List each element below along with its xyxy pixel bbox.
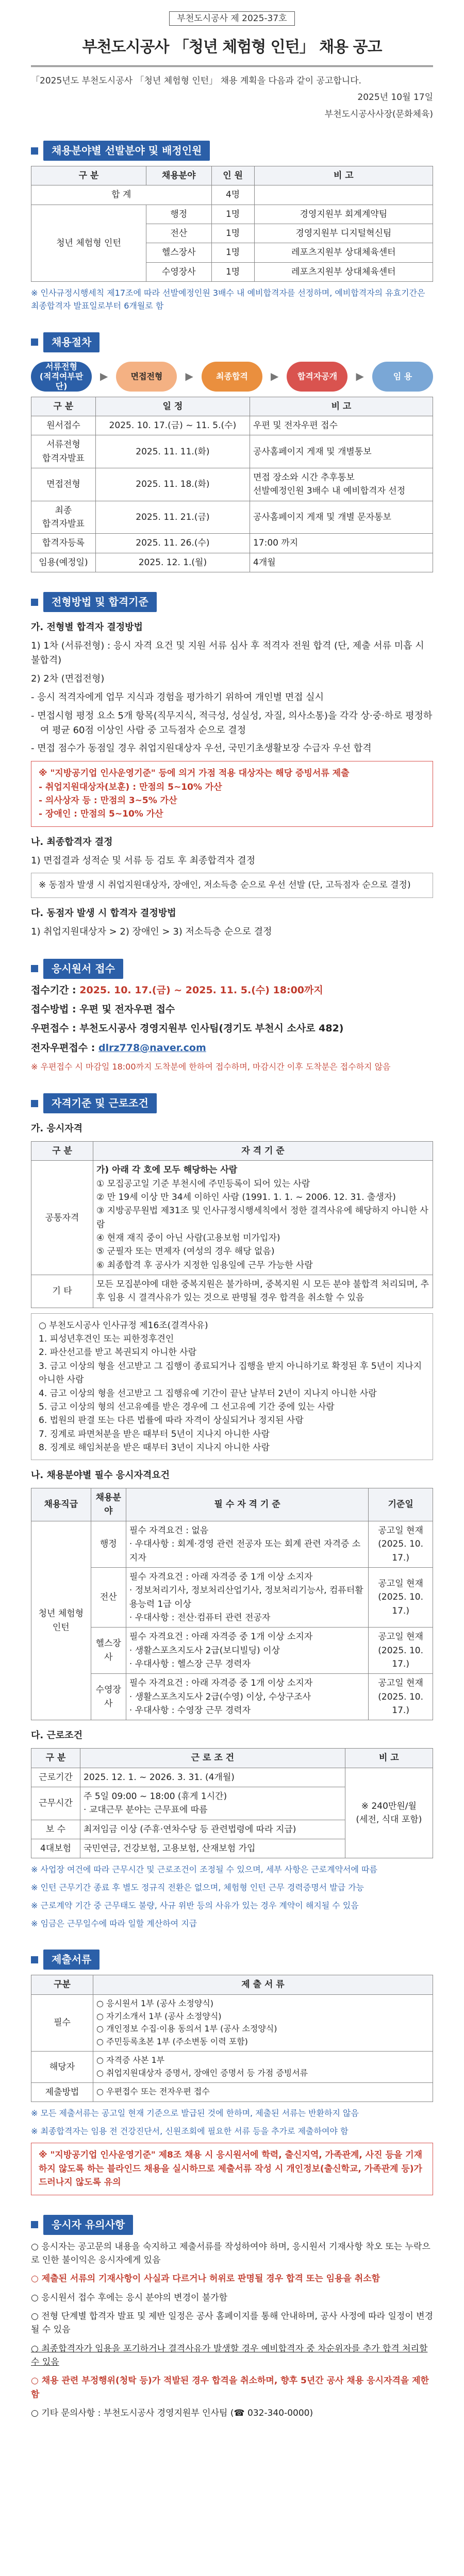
table-row: 원서접수 2025. 10. 17.(금) ~ 11. 5.(수) 우편 및 전자우편 접수 [31,416,433,435]
square-bullet-icon [31,599,38,606]
notice-signer: 부천도시공사사장(문화체육) [324,109,433,120]
arrow-right-icon: ▶ [356,370,364,383]
list-item: ○ 제출된 서류의 기재사항이 사실과 다르거나 허위로 판명될 경우 합격 또는 임용을 취소함 [31,2274,380,2284]
section-documents: 제출서류 구분 제 출 서 류 필수 ○ 응시원서 1부 (공사 소정양식) ○ 자기소개서 1부 (공사 소정양식) ○ 개인정보 수집·이용 동의서 1부 (공사 소정양식) ○ 주민등록초본 1부 (주소변동 이력 포함) 해당자 ○ 자격증 사본 1부 ○ 취업지원대상자 증명서, 장애인 증명서 등 가점 증빙서류 제출방법 ○ 우편접수 또는 전자우편 접수 ※ 모든 제출서류는 공고일 현재 기준으로 발급된 것에 한하며, 제출된 서류는 반환하지 않음 ※ 최종합격자는 임용 전 건강진단서, 신원조회에 필요한 서류 등을 추가로 제출하여야 함 ※ "지방공기업 인사운영기준" 제8조 채용 시 응시원서에 학력, 출신지역, 가족관계, 사진 등을 기재하지 않도록 하는 블라인드 채용을 실시하므로 제출서류 작성 시 개인정보(출신학교, 가족관계 등)가 드러나지 않도록 유의 [31,1950,433,2195]
notice-page [0,9,464,2441]
documents-table: 구분 제 출 서 류 필수 ○ 응시원서 1부 (공사 소정양식) ○ 자기소개서 1부 (공사 소정양식) ○ 개인정보 수집·이용 동의서 1부 (공사 소정양식) ○ 주민등록초본 1부 (주소변동 이력 포함) 해당자 ○ 자격증 사본 1부 ○ 취업지원대상자 증명서, 장애인 증명서 등 가점 증빙서류 제출방법 ○ 우편접수 또는 전자우편 접수 [31,1975,433,2102]
table-row: 전산 필수 자격요건 : 아래 자격증 중 1개 이상 소지자 · 정보처리기사, 정보처리산업기사, 정보처리기능사, 컴퓨터활용능력 1급 이상 · 우대사항 : 전산·컴퓨터 관련 전공자 공고일 현재 (2025. 10. 17.) [31,1567,433,1627]
attention-list [31,2240,433,2420]
table-row: 기 타 모든 모집분야에 대한 중복지원은 불가하며, 중복지원 시 모든 분야 불합격 처리되며, 추후 임용 시 결격사유가 있는 것으로 판명될 경우 합격을 취소할 수 있음 [31,1275,433,1308]
table-row: 합격자등록 2025. 11. 26.(수) 17:00 까지 [31,534,433,553]
arrow-right-icon: ▶ [185,370,193,383]
application-email: 전자우편접수 : dlrz778@naver.com [31,1042,206,1054]
square-bullet-icon [31,147,38,155]
positions-note: ※ 인사규정시행세칙 제17조에 따라 선발예정인원 3배수 내 예비합격자를 선정하며, 예비합격자의 유효기간은 최종합격자 발표일로부터 6개월로 함 [31,288,425,311]
application-period: 접수기간 : 2025. 10. 17.(금) ~ 2025. 11. 5.(수) 18:00까지 [31,984,323,996]
step-final: 최종합격 [202,362,262,392]
schedule-table: 구 분 일 정 비 고 원서접수 2025. 10. 17.(금) ~ 11. 5.(수) 우편 및 전자우편 접수 서류전형 합격자발표 2025. 11. 11.(화) 공사홈페이지 게재 및 개별통보 면접전형 2025. 11. 18.(화) 면접 장소와 시간 추후통보 선발예정인원 3배수 내 예비합격자 선정 최종 합격자발표 2025. 11. 21.(금) 공사홈페이지 게재 및 개별 문자통보 합격자등록 2025. 11. 26.(수) 17:00 까지 임용(예정일) 2025. 12. 1.(월) 4개월 [31,397,433,572]
table-row: 헬스장사 필수 자격요건 : 아래 자격증 중 1개 이상 소지자 · 생활스포츠지도사 2급(보디빌딩) 이상 · 우대사항 : 헬스장 근무 경력자 공고일 현재 (2025. 10. 17.) [31,1628,433,1674]
arrow-right-icon: ▶ [271,370,279,383]
section-qualifications: 자격기준 및 근로조건 가. 응시자격 구 분 자 격 기 준 공통자격 가) 아래 각 호에 모두 해당하는 사람 ① 모집공고일 기준 부천시에 주민등록이 되어 있는 사람 ② 만 19세 이상 만 34세 이하인 사람 (1991. 1. 1. ~ 2006. 12. 31. 출생자) ③ 지방공무원법 제31조 및 인사규정시행세칙에서 정한 결격사유에 해당하지 아니한 사람 ④ 현재 재직 중이 아닌 사람(고용보험 미가입자) ⑤ 군필자 또는 면제자 (여성의 경우 해당 없음) ⑥ 최종합격 후 공사가 지정한 임용일에 근무 가능한 사람 기 타 모든 모집분야에 대한 중복지원은 불가하며, 중복지원 시 모든 분야 불합격 처리되며, 추후 임용 시 결격사유가 있는 것으로 판명될 경우 합격을 취소할 수 있음 ○ 부천도시공사 인사규정 제16조(결격사유) 1. 피성년후견인 또는 피한정후견인 2. 파산선고를 받고 복권되지 아니한 사람 3. 금고 이상의 형을 선고받고 그 집행이 종료되거나 집행을 받지 아니하기로 확정된 후 5년이 지나지 아니한 사람 4. 금고 이상의 형을 선고받고 그 집행유예 기간이 끝난 날부터 2년이 지나지 아니한 사람 5. 금고 이상의 형의 선고유예를 받은 경우에 그 선고유예 기간 중에 있는 사람 6. 법원의 판결 또는 다른 법률에 따라 자격이 상실되거나 정지된 사람 7. 징계로 파면처분을 받은 때부터 5년이 지나지 아니한 사람 8. 징계로 해임처분을 받은 때부터 3년이 지나지 아니한 사람 나. 채용분야별 필수 응시자격요건 채용직급 채용분야 필 수 자 격 기 준 기준일 청년 체험형 인턴 행정 필수 자격요건 : 없음 · 우대사항 : 회계·경영 관련 전공자 또는 회계 관련 자격증 소지자 공고일 현재 (2025. 10. 17.) 전산 필수 자격요건 : 아래 자격증 중 1개 이상 소지자 · 정보처리기사, 정보처리산업기사, 정보처리기능사, 컴퓨터활용능력 1급 이상 · 우대사항 : 전산·컴퓨터 관련 전공자 공고일 현재 (2025. 10. 17.) 헬스장사 필수 자격요건 : 아래 자격증 중 1개 이상 소지자 · 생활스포츠지도사 2급(보디빌딩) 이상 · 우대사항 : 헬스장 근무 경력자 공고일 현재 (2025. 10. 17.) 수영장사 필수 자격요건 : 아래 자격증 중 1개 이상 소지자 · 생활스포츠지도사 2급(수영) 이상, 수상구조사 · 우대사항 : 수영장 근무 경력자 공고일 현재 (2025. 10. 17.) 다. 근로조건 구 분 근 로 조 건 비 고 근로기간 2025. 12. 1. ~ 2026. 3. 31. (4개월) ※ 240만원/월 (세전, 식대 포함) 근무시간 주 5일 09:00 ~ 18:00 (휴게 1시간) · 교대근무 분야는 근무표에 따름 보 수 최저임금 이상 (주휴·연차수당 등 관련법령에 따라 지급) 4대보험 국민연금, 건강보험, 고용보험, 산재보험 가입 ※ 사업장 여건에 따라 근무시간 및 근로조건이 조정될 수 있으며, 세부 사항은 근로계약서에 따름 ※ 인턴 근무기간 종료 후 별도 정규직 전환은 없으며, 체험형 인턴 근무 경력증명서 발급 가능 ※ 근로계약 기간 중 근무태도 불량, 사규 위반 등의 사유가 있는 경우 계약이 해지될 수 있음 ※ 임금은 근무일수에 따라 일할 계산하여 지급 [31,1093,433,1930]
step-interview: 면접전형 [116,362,177,392]
table-row: 면접전형 2025. 11. 18.(화) 면접 장소와 시간 추후통보 선발예정인원 3배수 내 예비합격자 선정 [31,468,433,501]
requirements-table: 채용직급 채용분야 필 수 자 격 기 준 기준일 청년 체험형 인턴 행정 필수 자격요건 : 없음 · 우대사항 : 회계·경영 관련 전공자 또는 회계 관련 자격증 소지자 공고일 현재 (2025. 10. 17.) 전산 필수 자격요건 : 아래 자격증 중 1개 이상 소지자 · 정보처리기사, 정보처리산업기사, 정보처리기능사, 컴퓨터활용능력 1급 이상 · 우대사항 : 전산·컴퓨터 관련 전공자 공고일 현재 (2025. 10. 17.) 헬스장사 필수 자격요건 : 아래 자격증 중 1개 이상 소지자 · 생활스포츠지도사 2급(보디빌딩) 이상 · 우대사항 : 헬스장 근무 경력자 공고일 현재 (2025. 10. 17.) 수영장사 필수 자격요건 : 아래 자격증 중 1개 이상 소지자 · 생활스포츠지도사 2급(수영) 이상, 수상구조사 · 우대사항 : 수영장 근무 경력자 공고일 현재 (2025. 10. 17.) [31,1488,433,1720]
notice-date: 2025년 10월 17일 [357,92,433,103]
square-bullet-icon [31,965,38,972]
section-title: 응시자 유의사항 [31,2215,433,2235]
section-attention [31,2215,433,2420]
conditions-table: 구 분 근 로 조 건 비 고 근로기간 2025. 12. 1. ~ 2026. 3. 31. (4개월) ※ 240만원/월 (세전, 식대 포함) 근무시간 주 5일 09:00 ~ 18:00 (휴게 1시간) · 교대근무 분야는 근무표에 따름 보 수 최저임금 이상 (주휴·연차수당 등 관련법령에 따라 지급) 4대보험 국민연금, 건강보험, 고용보험, 산재보험 가입 [31,1748,433,1858]
section-title: 자격기준 및 근로조건 [31,1093,433,1113]
table-row: 최종 합격자발표 2025. 11. 21.(금) 공사홈페이지 게재 및 개별 문자통보 [31,501,433,534]
section-selection: 전형방법 및 합격기준 가. 전형별 합격자 결정방법 1) 1차 (서류전형) : 응시 자격 요건 및 지원 서류 심사 후 적격자 전원 합격 (단, 제출 서류 미흡 시 불합격) 2) 2차 (면접전형) - 응시 적격자에게 업무 지식과 경험을 평가하기 위하여 개인별 면접 실시 - 면접시험 평정 요소 5개 항목(직무지식, 적극성, 성실성, 자질, 의사소통)을 각각 상·중·하로 평정하여 평균 60점 이상인 사람 중 고득점자 순으로 결정 - 면접 점수가 동점일 경우 취업지원대상자 우선, 국민기초생활보장 수급자 우선 합격 ※ "지방공기업 인사운영기준" 등에 의거 가점 적용 대상자는 해당 증빙서류 제출 - 취업지원대상자(보훈) : 만점의 5~10% 가산 - 의사상자 등 : 만점의 3~5% 가산 - 장애인 : 만점의 5~10% 가산 나. 최종합격자 결정 1) 면접결과 성적순 및 서류 등 검토 후 최종합격자 결정 ※ 동점자 발생 시 취업지원대상자, 장애인, 저소득층 순으로 우선 선발 (단, 고득점자 순으로 결정) 다. 동점자 발생 시 합격자 결정방법 1) 취업지원대상자 > 2) 장애인 > 3) 저소득층 순으로 결정 [31,592,433,939]
table-row: 제출방법 ○ 우편접수 또는 전자우편 접수 [31,2082,433,2102]
step-document: 서류전형 (적격여부판단) [31,362,92,392]
list-item: ○ 응시자는 공고문의 내용을 숙지하고 제출서류를 작성하여야 하며, 응시원서 기재사항 착오 또는 누락으로 인한 불이익은 응시자에게 있음 [31,2241,430,2265]
table-row: 청년 체험형 인턴 행정 필수 자격요건 : 없음 · 우대사항 : 회계·경영 관련 전공자 또는 회계 관련 자격증 소지자 공고일 현재 (2025. 10. 17.) [31,1521,433,1567]
email-link[interactable]: dlrz778@naver.com [98,1042,206,1054]
step-announce: 합격자공개 [287,362,347,392]
section-title: 채용분야별 선발분야 및 배정인원 [31,141,433,161]
square-bullet-icon [31,338,38,346]
page-title: 부천도시공사 「청년 체험형 인턴」 채용 공고 [31,36,433,67]
procedure-flow [31,362,433,392]
section-title: 채용절차 [31,332,433,352]
list-item: ○ 채용 관련 부정행위(청탁 등)가 적발된 경우 합격을 취소하며, 향후 5년간 공사 채용 응시자격을 제한함 [31,2376,429,2400]
intro-text: 「2025년도 부천도시공사 「청년 체험형 인턴」 채용 계획을 다음과 같이 공고합니다. [31,76,361,87]
square-bullet-icon [31,2221,38,2228]
table-row: 공통자격 가) 아래 각 호에 모두 해당하는 사람 ① 모집공고일 기준 부천시에 주민등록이 되어 있는 사람 ② 만 19세 이상 만 34세 이하인 사람 (1991. 1. 1. ~ 2006. 12. 31. 출생자) ③ 지방공무원법 제31조 및 인사규정시행세칙에서 정한 결격사유에 해당하지 아니한 사람 ④ 현재 재직 중이 아닌 사람(고용보험 미가입자) ⑤ 군필자 또는 면제자 (여성의 경우 해당 없음) ⑥ 최종합격 후 공사가 지정한 임용일에 근무 가능한 사람 [31,1161,433,1275]
list-item: ○ 최종합격자가 임용을 포기하거나 결격사유가 발생할 경우 예비합격자 중 차순위자를 추가 합격 처리할 수 있음 [31,2343,428,2367]
arrow-right-icon: ▶ [100,370,108,383]
table-row: 전산 1명 경영지원부 디지털혁신팀 [31,224,433,243]
table-row: 근로기간 2025. 12. 1. ~ 2026. 3. 31. (4개월) ※ 240만원/월 (세전, 식대 포함) [31,1768,433,1787]
positions-table: 구 분 채용분야 인 원 비 고 합 계 4명 청년 체험형 인턴 행정 1명 경영지원부 회계계약팀 전산 1명 경영지원부 디지털혁신팀 헬스장사 1명 레포츠지원부 상대체육센터 수영장사 1명 레포츠지원부 상대체육센터 [31,166,433,282]
table-row: 청년 체험형 인턴 행정 1명 경영지원부 회계계약팀 [31,205,433,224]
section-procedure [31,332,433,572]
table-row: 임용(예정일) 2025. 12. 1.(월) 4개월 [31,553,433,572]
table-row: 서류전형 합격자발표 2025. 11. 11.(화) 공사홈페이지 게재 및 개별통보 [31,435,433,468]
square-bullet-icon [31,1956,38,1963]
blind-hiring-box: ※ "지방공기업 인사운영기준" 제8조 채용 시 응시원서에 학력, 출신지역, 가족관계, 사진 등을 기재하지 않도록 하는 블라인드 채용을 실시하므로 제출서류 작성 시 개인정보(출신학교, 가족관계 등)가 드러나지 않도록 유의 [31,2143,433,2195]
list-item: ○ 응시원서 접수 후에는 응시 분야의 변경이 불가함 [31,2292,228,2303]
section-title: 제출서류 [31,1950,433,1970]
section-title: 응시원서 접수 [31,959,433,979]
section-application: 응시원서 접수 접수기간 : 2025. 10. 17.(금) ~ 2025. 11. 5.(수) 18:00까지 접수방법 : 우편 및 전자우편 접수 우편접수 : 부천도시공사 경영지원부 인사팀(경기도 부천시 소사로 482) 전자우편접수 : dlrz778@naver.com ※ 우편접수 시 마감일 18:00까지 도착분에 한하여 접수하며, 마감시간 이후 도착분은 접수하지 않음 [31,959,433,1074]
table-row: 근무시간 주 5일 09:00 ~ 18:00 (휴게 1시간) · 교대근무 분야는 근무표에 따름 [31,1787,433,1820]
tie-note-box: ※ 동점자 발생 시 취업지원대상자, 장애인, 저소득층 순으로 우선 선발 (단, 고득점자 순으로 결정) [31,873,433,897]
table-row: 보 수 최저임금 이상 (주휴·연차수당 등 관련법령에 따라 지급) [31,1820,433,1839]
table-row: 수영장사 1명 레포츠지원부 상대체육센터 [31,262,433,281]
square-bullet-icon [31,1100,38,1107]
step-hire: 임 용 [372,362,433,392]
table-row: 4대보험 국민연금, 건강보험, 고용보험, 산재보험 가입 [31,1839,433,1858]
table-row: 수영장사 필수 자격요건 : 아래 자격증 중 1개 이상 소지자 · 생활스포츠지도사 2급(수영) 이상, 수상구조사 · 우대사항 : 수영장 근무 경력자 공고일 현재 (2025. 10. 17.) [31,1674,433,1720]
section-positions [31,141,433,313]
list-item: ○ 전형 단계별 합격자 발표 및 제반 일정은 공사 홈페이지를 통해 안내하며, 공사 사정에 따라 일정이 변경될 수 있음 [31,2311,433,2335]
bonus-points-box: ※ "지방공기업 인사운영기준" 등에 의거 가점 적용 대상자는 해당 증빙서류 제출 - 취업지원대상자(보훈) : 만점의 5~10% 가산 - 의사상자 등 : 만점의 3~5% 가산 - 장애인 : 만점의 5~10% 가산 [31,761,433,826]
qualification-table: 구 분 자 격 기 준 공통자격 가) 아래 각 호에 모두 해당하는 사람 ① 모집공고일 기준 부천시에 주민등록이 되어 있는 사람 ② 만 19세 이상 만 34세 이하인 사람 (1991. 1. 1. ~ 2006. 12. 31. 출생자) ③ 지방공무원법 제31조 및 인사규정시행세칙에서 정한 결격사유에 해당하지 아니한 사람 ④ 현재 재직 중이 아닌 사람(고용보험 미가입자) ⑤ 군필자 또는 면제자 (여성의 경우 해당 없음) ⑥ 최종합격 후 공사가 지정한 임용일에 근무 가능한 사람 기 타 모든 모집분야에 대한 중복지원은 불가하며, 중복지원 시 모든 분야 불합격 처리되며, 추후 임용 시 결격사유가 있는 것으로 판명될 경우 합격을 취소할 수 있음 [31,1141,433,1308]
table-row: 해당자 ○ 자격증 사본 1부 ○ 취업지원대상자 증명서, 장애인 증명서 등 가점 증빙서류 [31,2051,433,2082]
list-item: ○ 기타 문의사항 : 부천도시공사 경영지원부 인사팀 (☎ 032-340-0000) [31,2408,313,2418]
table-row: 필수 ○ 응시원서 1부 (공사 소정양식) ○ 자기소개서 1부 (공사 소정양식) ○ 개인정보 수집·이용 동의서 1부 (공사 소정양식) ○ 주민등록초본 1부 (주소변동 이력 포함) [31,1994,433,2051]
table-row: 헬스장사 1명 레포츠지원부 상대체육센터 [31,243,433,262]
section-title: 전형방법 및 합격기준 [31,592,433,612]
notice-number: 부천도시공사 제 2025-37호 [31,9,433,26]
disqualification-box: ○ 부천도시공사 인사규정 제16조(결격사유) 1. 피성년후견인 또는 피한정후견인 2. 파산선고를 받고 복권되지 아니한 사람 3. 금고 이상의 형을 선고받고 그 집행이 종료되거나 집행을 받지 아니하기로 확정된 후 5년이 지나지 아니한 사람 4. 금고 이상의 형을 선고받고 그 집행유예 기간이 끝난 날부터 2년이 지나지 아니한 사람 5. 금고 이상의 형의 선고유예를 받은 경우에 그 선고유예 기간 중에 있는 사람 6. 법원의 판결 또는 다른 법률에 따라 자격이 상실되거나 정지된 사람 7. 징계로 파면처분을 받은 때부터 5년이 지나지 아니한 사람 8. 징계로 해임처분을 받은 때부터 3년이 지나지 아니한 사람 [31,1313,433,1460]
